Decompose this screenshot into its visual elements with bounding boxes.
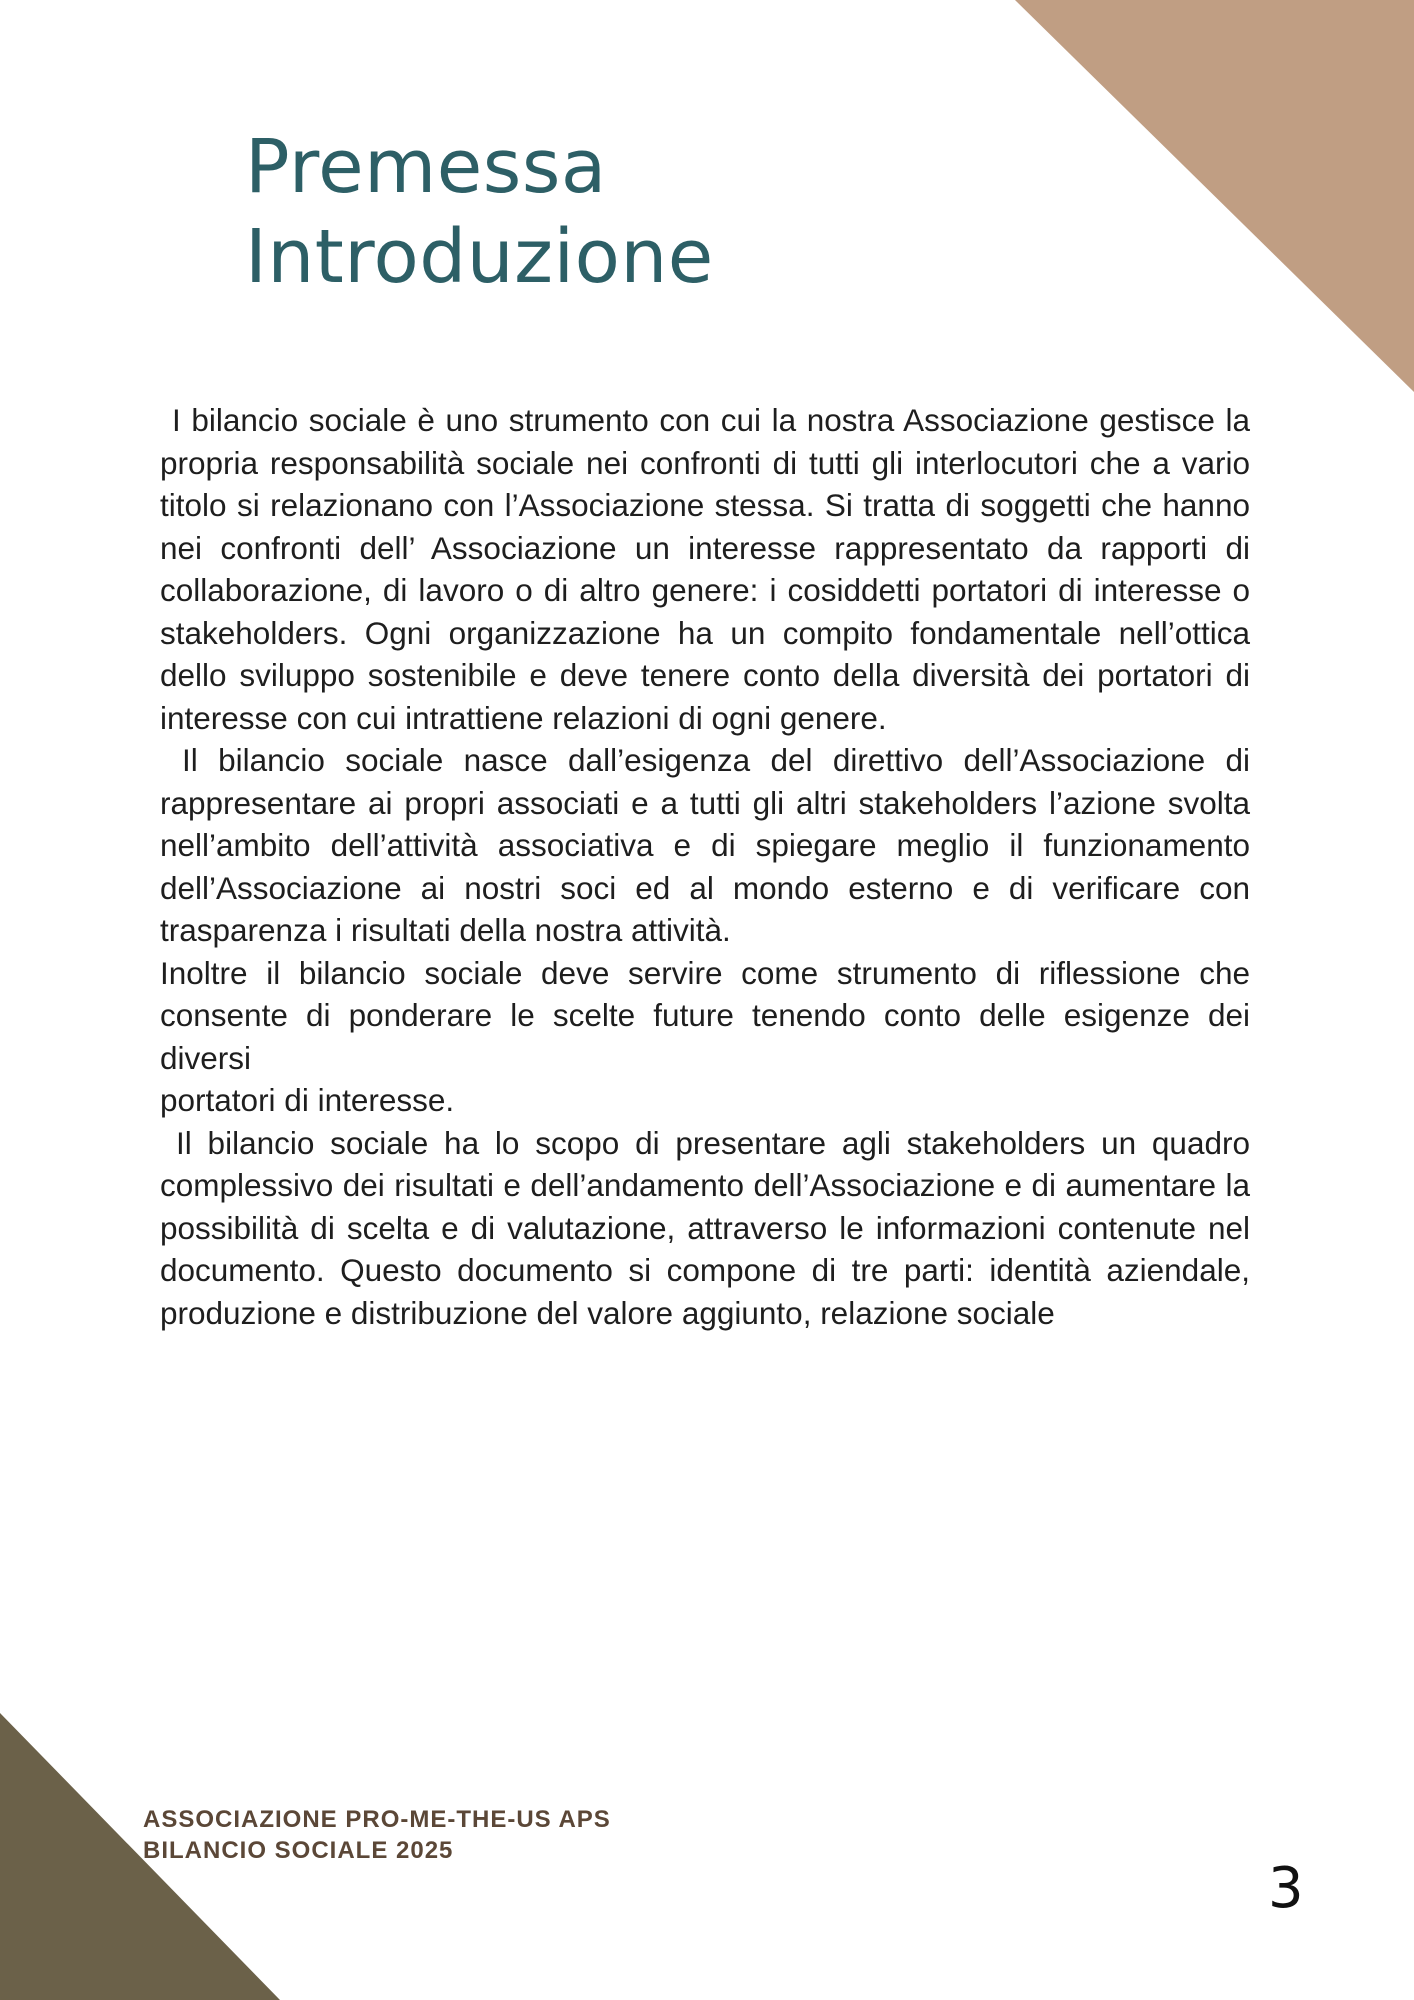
body-line: Inoltre il bilancio sociale deve servire come strumento di riflessione che <box>160 954 1250 991</box>
corner-triangle-top-right <box>1015 0 1414 392</box>
body-line: titolo si relazionano con l’Associazione stessa. Si tratta di soggetti che hanno <box>160 487 1250 523</box>
body-line: interesse con cui intrattiene relazioni di ogni genere. <box>160 699 887 736</box>
body-line: Il bilancio sociale nasce dall’esigenza del direttivo dell’Associazione di <box>182 742 1250 778</box>
body-line: trasparenza i risultati della nostra attività. <box>160 912 731 948</box>
body-line: collaborazione, di lavoro o di altro genere: i cosiddetti portatori di interesse o <box>160 572 1250 608</box>
body-line: documento. Questo documento si compone di tre parti: identità aziendale, <box>160 1252 1250 1288</box>
page-title <box>245 122 714 302</box>
body-line: produzione e distribuzione del valore aggiunto, relazione sociale <box>160 1294 1055 1331</box>
page-title-line-1: Premessa <box>245 124 607 210</box>
body-text <box>160 399 1250 1334</box>
body-line: complessivo dei risultati e dell’andamento dell’Associazione e di aumentare la <box>160 1167 1250 1203</box>
body-line: consente di ponderare le scelte future tenendo conto delle esigenze dei diversi <box>160 997 1250 1076</box>
body-line: nell’ambito dell’attività associativa e di spiegare meglio il funzionamento <box>160 827 1250 863</box>
footer-association-name: ASSOCIAZIONE PRO-ME-THE-US APS <box>143 1806 611 1833</box>
body-line: possibilità di scelta e di valutazione, attraverso le informazioni contenute nel <box>160 1209 1250 1246</box>
body-line: dello sviluppo sostenibile e deve tenere conto della diversità dei portatori di <box>160 657 1250 693</box>
body-line: stakeholders. Ogni organizzazione ha un compito fondamentale nell’ottica <box>160 614 1250 651</box>
body-line: propria responsabilità sociale nei confronti di tutti gli interlocutori che a vario <box>160 444 1250 481</box>
page-number: 3 <box>1268 1856 1304 1921</box>
footer-report-title: BILANCIO SOCIALE 2025 <box>143 1837 454 1864</box>
footer <box>143 1804 611 1866</box>
page-title-line-2: Introduzione <box>245 214 714 300</box>
body-line: rappresentare ai propri associati e a tutti gli altri stakeholders l’azione svolta <box>160 784 1250 821</box>
body-line: Il bilancio sociale ha lo scopo di presentare agli stakeholders un quadro <box>176 1124 1250 1161</box>
body-line: I bilancio sociale è uno strumento con cui la nostra Associazione gestisce la <box>172 402 1250 438</box>
body-line: nei confronti dell’ Associazione un interesse rappresentato da rapporti di <box>160 529 1250 566</box>
body-line: dell’Associazione ai nostri soci ed al mondo esterno e di verificare con <box>160 869 1250 906</box>
body-line: portatori di interesse. <box>160 1082 455 1118</box>
